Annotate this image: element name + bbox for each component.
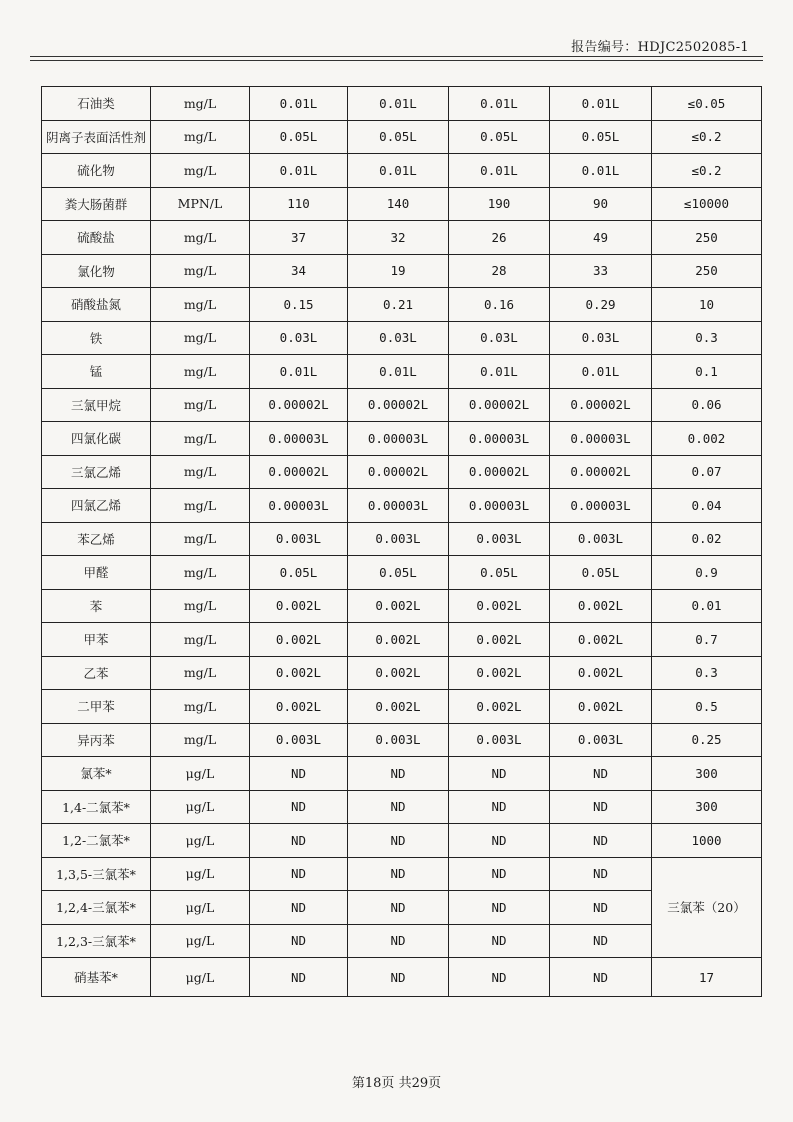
sample-4-value-cell: ND [550, 958, 652, 997]
table-row [42, 857, 762, 891]
sample-4-value-cell: ND [550, 790, 652, 824]
unit-cell: mg/L [151, 254, 250, 288]
sample-2-value-cell: 0.002L [348, 656, 449, 690]
unit-cell: mg/L [151, 221, 250, 255]
sample-3-value-cell: 0.002L [449, 623, 550, 657]
sample-2-value-cell: ND [348, 857, 449, 891]
unit-cell: μg/L [151, 924, 250, 958]
sample-1-value-cell: 110 [250, 187, 348, 221]
parameter-name-cell: 1,2,3-三氯苯* [42, 924, 151, 958]
standard-limit-cell: 0.9 [652, 556, 762, 590]
standard-limit-cell: 0.25 [652, 723, 762, 757]
sample-4-value-cell: 0.002L [550, 623, 652, 657]
sample-2-value-cell: ND [348, 924, 449, 958]
standard-limit-cell: ≤0.2 [652, 120, 762, 154]
sample-1-value-cell: 0.01L [250, 355, 348, 389]
sample-4-value-cell: ND [550, 891, 652, 925]
sample-4-value-cell: 0.01L [550, 355, 652, 389]
sample-1-value-cell: 0.01L [250, 154, 348, 188]
sample-2-value-cell: 32 [348, 221, 449, 255]
parameter-name-cell: 苯乙烯 [42, 522, 151, 556]
parameter-name-cell: 三氯甲烷 [42, 388, 151, 422]
sample-4-value-cell: 0.003L [550, 522, 652, 556]
sample-2-value-cell: 140 [348, 187, 449, 221]
sample-1-value-cell: 34 [250, 254, 348, 288]
unit-cell: mg/L [151, 87, 250, 121]
standard-limit-cell: 0.7 [652, 623, 762, 657]
sample-1-value-cell: 0.00002L [250, 455, 348, 489]
parameter-name-cell: 甲苯 [42, 623, 151, 657]
sample-4-value-cell: 0.00003L [550, 489, 652, 523]
sample-1-value-cell: 0.002L [250, 656, 348, 690]
sample-2-value-cell: 0.003L [348, 723, 449, 757]
header-rule [30, 56, 763, 57]
sample-4-value-cell: 0.00002L [550, 388, 652, 422]
sample-3-value-cell: 0.00002L [449, 388, 550, 422]
sample-2-value-cell: ND [348, 757, 449, 791]
parameter-name-cell: 1,4-二氯苯* [42, 790, 151, 824]
sample-1-value-cell: ND [250, 958, 348, 997]
parameter-name-cell: 硝酸盐氮 [42, 288, 151, 322]
sample-1-value-cell: 0.002L [250, 589, 348, 623]
sample-2-value-cell: 0.00003L [348, 422, 449, 456]
sample-4-value-cell: ND [550, 924, 652, 958]
sample-3-value-cell: 0.003L [449, 522, 550, 556]
page-number: 第18页 共29页 [351, 1076, 442, 1091]
sample-3-value-cell: 0.00002L [449, 455, 550, 489]
parameter-name-cell: 氯化物 [42, 254, 151, 288]
sample-3-value-cell: 0.01L [449, 355, 550, 389]
standard-limit-cell: 300 [652, 790, 762, 824]
parameter-name-cell: 氯苯* [42, 757, 151, 791]
parameter-name-cell: 铁 [42, 321, 151, 355]
sample-3-value-cell: 0.16 [449, 288, 550, 322]
sample-3-value-cell: ND [449, 891, 550, 925]
table-row [42, 824, 762, 858]
unit-cell: μg/L [151, 757, 250, 791]
standard-limit-cell: 0.3 [652, 656, 762, 690]
sample-4-value-cell: 49 [550, 221, 652, 255]
sample-1-value-cell: 0.002L [250, 623, 348, 657]
parameter-name-cell: 1,2,4-三氯苯* [42, 891, 151, 925]
table-row [42, 120, 762, 154]
sample-2-value-cell: ND [348, 891, 449, 925]
unit-cell: mg/L [151, 556, 250, 590]
sample-3-value-cell: 0.05L [449, 120, 550, 154]
sample-3-value-cell: 28 [449, 254, 550, 288]
sample-3-value-cell: 0.002L [449, 656, 550, 690]
sample-4-value-cell: ND [550, 757, 652, 791]
unit-cell: MPN/L [151, 187, 250, 221]
sample-3-value-cell: 0.003L [449, 723, 550, 757]
parameter-name-cell: 阴离子表面活性剂 [42, 120, 151, 154]
sample-2-value-cell: 0.21 [348, 288, 449, 322]
standard-limit-cell: 三氯苯（20） [652, 857, 762, 958]
standard-limit-cell: ≤10000 [652, 187, 762, 221]
parameter-name-cell: 1,3,5-三氯苯* [42, 857, 151, 891]
standard-limit-cell: 10 [652, 288, 762, 322]
standard-limit-cell: 0.07 [652, 455, 762, 489]
parameter-name-cell: 异丙苯 [42, 723, 151, 757]
table-row [42, 422, 762, 456]
table-row [42, 355, 762, 389]
parameter-name-cell: 四氯化碳 [42, 422, 151, 456]
table-row [42, 757, 762, 791]
sample-2-value-cell: 0.05L [348, 556, 449, 590]
standard-limit-cell: 0.3 [652, 321, 762, 355]
sample-1-value-cell: 0.00002L [250, 388, 348, 422]
unit-cell: mg/L [151, 455, 250, 489]
sample-2-value-cell: 0.01L [348, 87, 449, 121]
standard-limit-cell: 0.04 [652, 489, 762, 523]
sample-1-value-cell: ND [250, 891, 348, 925]
sample-2-value-cell: 0.01L [348, 154, 449, 188]
sample-4-value-cell: 0.00002L [550, 455, 652, 489]
sample-4-value-cell: 0.03L [550, 321, 652, 355]
sample-1-value-cell: 0.15 [250, 288, 348, 322]
unit-cell: mg/L [151, 589, 250, 623]
sample-3-value-cell: ND [449, 757, 550, 791]
standard-limit-cell: 0.01 [652, 589, 762, 623]
unit-cell: mg/L [151, 120, 250, 154]
sample-3-value-cell: 0.00003L [449, 422, 550, 456]
table-row [42, 187, 762, 221]
sample-3-value-cell: ND [449, 857, 550, 891]
sample-4-value-cell: 0.002L [550, 589, 652, 623]
unit-cell: μg/L [151, 790, 250, 824]
sample-1-value-cell: ND [250, 790, 348, 824]
sample-2-value-cell: 0.00003L [348, 489, 449, 523]
table-row [42, 723, 762, 757]
table-row [42, 154, 762, 188]
standard-limit-cell: 300 [652, 757, 762, 791]
table-row [42, 656, 762, 690]
parameter-name-cell: 二甲苯 [42, 690, 151, 724]
report-number: 报告编号：HDJC2502085-1 [571, 40, 749, 55]
parameter-name-cell: 粪大肠菌群 [42, 187, 151, 221]
sample-4-value-cell: 0.002L [550, 690, 652, 724]
sample-3-value-cell: 0.00003L [449, 489, 550, 523]
header-rule [30, 60, 763, 61]
table-row [42, 388, 762, 422]
standard-limit-cell: 250 [652, 221, 762, 255]
table-row [42, 321, 762, 355]
table-row [42, 221, 762, 255]
parameter-name-cell: 四氯乙烯 [42, 489, 151, 523]
parameter-name-cell: 三氯乙烯 [42, 455, 151, 489]
sample-4-value-cell: 33 [550, 254, 652, 288]
unit-cell: mg/L [151, 489, 250, 523]
sample-1-value-cell: ND [250, 757, 348, 791]
unit-cell: μg/L [151, 891, 250, 925]
table-row [42, 288, 762, 322]
sample-3-value-cell: 0.01L [449, 154, 550, 188]
table-row [42, 254, 762, 288]
sample-2-value-cell: 0.002L [348, 690, 449, 724]
sample-3-value-cell: ND [449, 790, 550, 824]
sample-4-value-cell: 0.01L [550, 154, 652, 188]
sample-4-value-cell: 0.05L [550, 120, 652, 154]
sample-1-value-cell: 0.03L [250, 321, 348, 355]
table-row [42, 455, 762, 489]
sample-1-value-cell: 0.003L [250, 723, 348, 757]
standard-limit-cell: ≤0.05 [652, 87, 762, 121]
sample-1-value-cell: 0.05L [250, 120, 348, 154]
parameter-name-cell: 锰 [42, 355, 151, 389]
standard-limit-cell: 0.002 [652, 422, 762, 456]
sample-1-value-cell: 0.01L [250, 87, 348, 121]
parameter-name-cell: 甲醛 [42, 556, 151, 590]
sample-1-value-cell: ND [250, 824, 348, 858]
sample-3-value-cell: 0.002L [449, 690, 550, 724]
table-row [42, 556, 762, 590]
unit-cell: mg/L [151, 388, 250, 422]
sample-4-value-cell: 0.05L [550, 556, 652, 590]
sample-1-value-cell: ND [250, 924, 348, 958]
sample-4-value-cell: 0.002L [550, 656, 652, 690]
sample-4-value-cell: 0.01L [550, 87, 652, 121]
standard-limit-cell: 0.06 [652, 388, 762, 422]
standard-limit-cell: 250 [652, 254, 762, 288]
table-row [42, 589, 762, 623]
sample-1-value-cell: 0.00003L [250, 422, 348, 456]
parameter-name-cell: 硫酸盐 [42, 221, 151, 255]
sample-4-value-cell: 0.29 [550, 288, 652, 322]
standard-limit-cell: 0.1 [652, 355, 762, 389]
results-table [41, 86, 762, 997]
sample-4-value-cell: 0.00003L [550, 422, 652, 456]
standard-limit-cell: ≤0.2 [652, 154, 762, 188]
unit-cell: mg/L [151, 154, 250, 188]
parameter-name-cell: 乙苯 [42, 656, 151, 690]
unit-cell: mg/L [151, 422, 250, 456]
unit-cell: mg/L [151, 288, 250, 322]
parameter-name-cell: 硝基苯* [42, 958, 151, 997]
sample-2-value-cell: ND [348, 824, 449, 858]
table-row [42, 623, 762, 657]
sample-2-value-cell: 0.01L [348, 355, 449, 389]
sample-3-value-cell: ND [449, 924, 550, 958]
standard-limit-cell: 1000 [652, 824, 762, 858]
table-row [42, 489, 762, 523]
sample-2-value-cell: 0.002L [348, 623, 449, 657]
unit-cell: mg/L [151, 723, 250, 757]
sample-3-value-cell: 0.05L [449, 556, 550, 590]
table-row [42, 522, 762, 556]
unit-cell: mg/L [151, 656, 250, 690]
standard-limit-cell: 0.02 [652, 522, 762, 556]
unit-cell: mg/L [151, 321, 250, 355]
sample-2-value-cell: 0.03L [348, 321, 449, 355]
sample-1-value-cell: 0.002L [250, 690, 348, 724]
table-row [42, 87, 762, 121]
standard-limit-cell: 17 [652, 958, 762, 997]
parameter-name-cell: 硫化物 [42, 154, 151, 188]
sample-3-value-cell: ND [449, 958, 550, 997]
sample-4-value-cell: ND [550, 824, 652, 858]
sample-1-value-cell: 0.003L [250, 522, 348, 556]
sample-2-value-cell: 0.00002L [348, 388, 449, 422]
unit-cell: mg/L [151, 522, 250, 556]
sample-2-value-cell: ND [348, 958, 449, 997]
sample-3-value-cell: 0.002L [449, 589, 550, 623]
unit-cell: mg/L [151, 355, 250, 389]
table-row [42, 958, 762, 997]
parameter-name-cell: 1,2-二氯苯* [42, 824, 151, 858]
sample-2-value-cell: 0.05L [348, 120, 449, 154]
sample-3-value-cell: ND [449, 824, 550, 858]
sample-2-value-cell: 19 [348, 254, 449, 288]
sample-1-value-cell: 0.00003L [250, 489, 348, 523]
sample-3-value-cell: 190 [449, 187, 550, 221]
sample-4-value-cell: ND [550, 857, 652, 891]
unit-cell: mg/L [151, 623, 250, 657]
sample-2-value-cell: 0.003L [348, 522, 449, 556]
unit-cell: μg/L [151, 857, 250, 891]
sample-3-value-cell: 0.01L [449, 87, 550, 121]
sample-4-value-cell: 90 [550, 187, 652, 221]
sample-1-value-cell: 0.05L [250, 556, 348, 590]
table-row [42, 790, 762, 824]
sample-2-value-cell: ND [348, 790, 449, 824]
sample-1-value-cell: 37 [250, 221, 348, 255]
parameter-name-cell: 石油类 [42, 87, 151, 121]
parameter-name-cell: 苯 [42, 589, 151, 623]
sample-3-value-cell: 26 [449, 221, 550, 255]
table-row [42, 690, 762, 724]
unit-cell: mg/L [151, 690, 250, 724]
sample-3-value-cell: 0.03L [449, 321, 550, 355]
unit-cell: μg/L [151, 824, 250, 858]
sample-4-value-cell: 0.003L [550, 723, 652, 757]
unit-cell: μg/L [151, 958, 250, 997]
sample-2-value-cell: 0.00002L [348, 455, 449, 489]
sample-1-value-cell: ND [250, 857, 348, 891]
standard-limit-cell: 0.5 [652, 690, 762, 724]
sample-2-value-cell: 0.002L [348, 589, 449, 623]
